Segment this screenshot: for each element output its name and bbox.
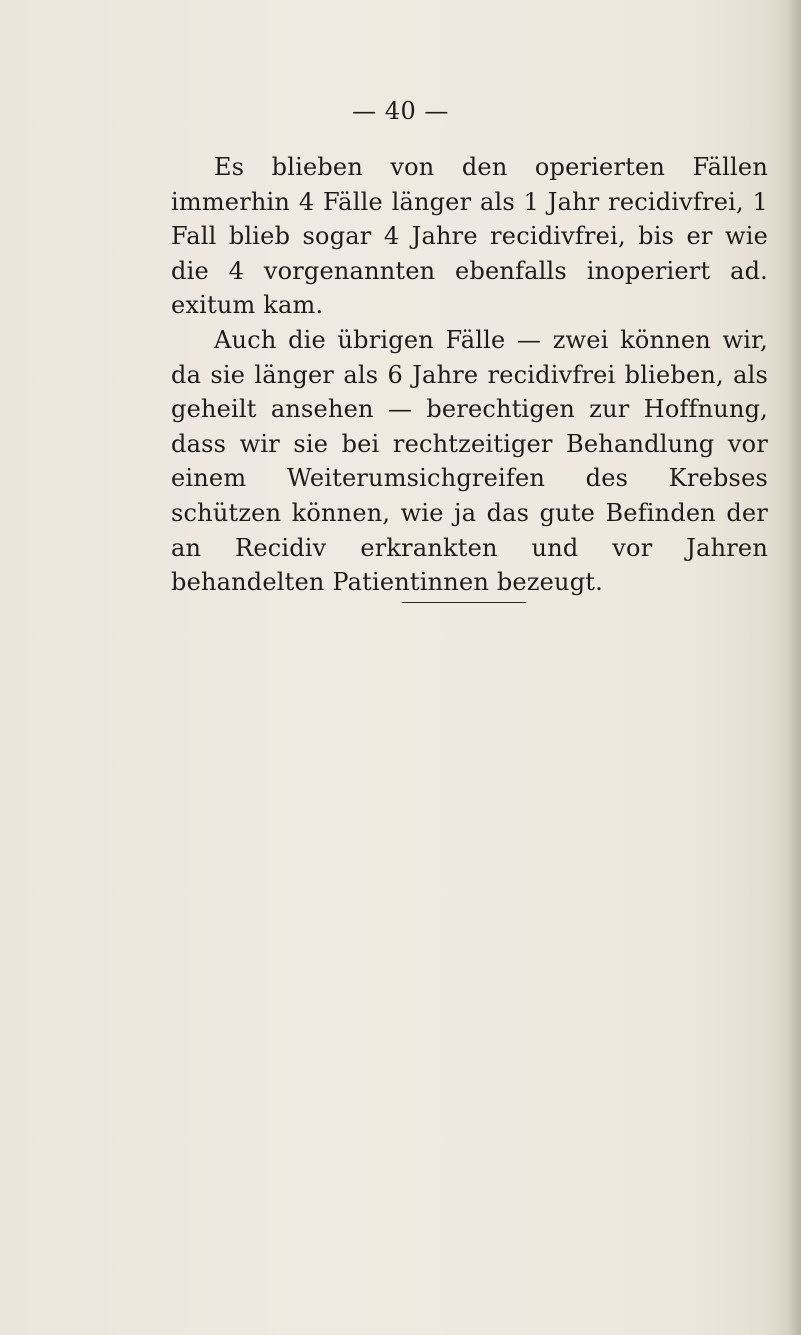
paragraph-2: Auch die übrigen Fälle — zwei können wir, da sie länger als 6 Jahre recidivfrei blieben, als geheilt ansehen — berechtigen zur Hoffnung, dass wir sie bei rechtzeitiger Behandlung vor einem Weiterumsichgreifen des Krebses schützen können, wie ja das gute Befinden der an Recidiv erkrankten und vor Jahren behandelten Patientinnen bezeugt. bbox=[171, 325, 768, 597]
page-edge-shadow bbox=[787, 0, 801, 1335]
paragraph-1: Es blieben von den operierten Fällen immerhin 4 Fälle länger als 1 Jahr recidivfrei, 1 Fall blieb sogar 4 Jahre recidivfrei, bis er wie die 4 vorgenannten ebenfalls inoperiert ad. exitum kam. bbox=[171, 153, 768, 320]
section-divider-rule bbox=[402, 602, 526, 603]
body-text bbox=[171, 150, 768, 600]
page-number: — 40 — bbox=[352, 97, 449, 125]
